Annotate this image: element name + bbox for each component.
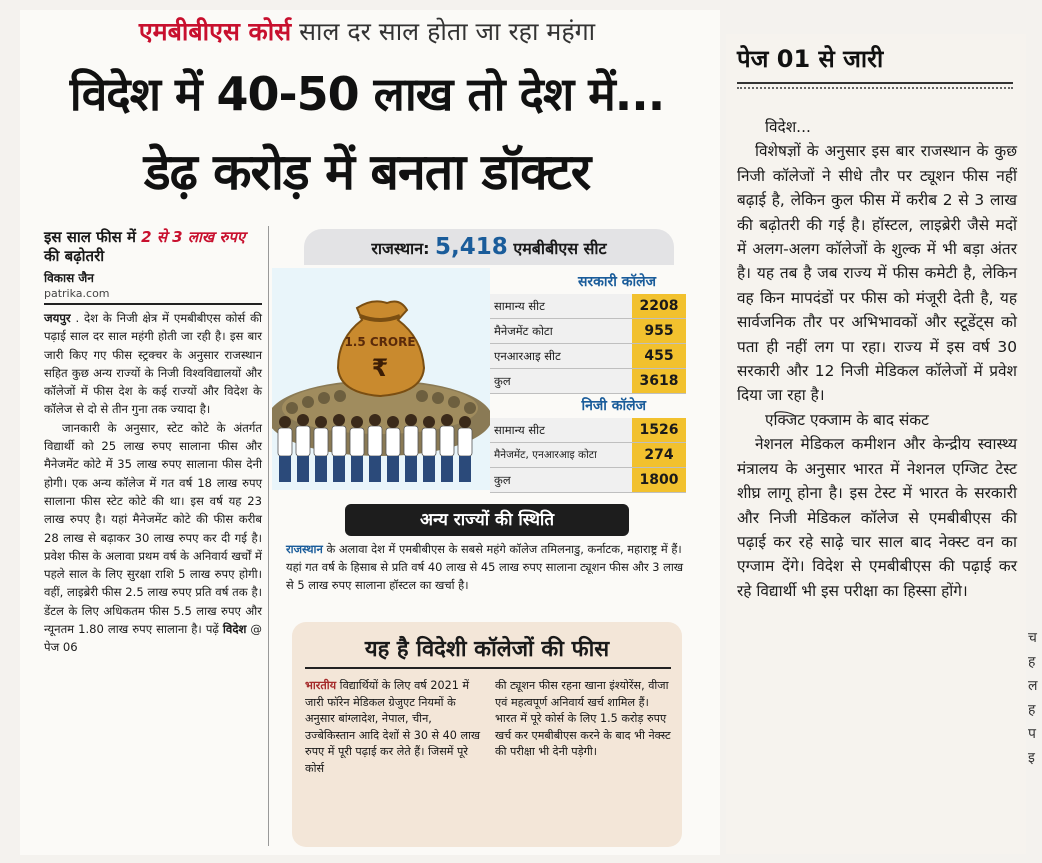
- crowd-of-students: [278, 414, 472, 482]
- row-label: कुल: [490, 468, 632, 492]
- continued-dotted-rule: [737, 87, 1013, 89]
- foreign-col-2: की ट्यूशन फीस रहना खाना इंश्योरेंस, वीजा एवं महत्वपूर्ण अनिवार्य खर्च शामिल हैं। भारत में पूरे कोर्स के लिए 1.5 करोड़ रुपए खर्च कर एमबीबीएस करने के बाद भी नेक्स्ट की परीक्षा भी देनी पड़ेगी।: [495, 679, 671, 758]
- govt-college-heading: सरकारी कॉलेज: [577, 274, 656, 290]
- other-states-banner: अन्य राज्यों की स्थिति: [345, 504, 629, 536]
- table-row: [490, 369, 686, 394]
- continued-heading: पेज 01 से जारी: [737, 45, 884, 73]
- continued-subhead: एक्जिट एक्जाम के बाद संकट: [765, 410, 929, 429]
- illustration-svg: [272, 268, 490, 490]
- table-row: [490, 319, 686, 344]
- edge-glyph: इ: [1028, 750, 1035, 766]
- table-row: [490, 468, 686, 493]
- row-label: एनआरआइ सीट: [490, 344, 632, 368]
- article-body: [44, 309, 262, 657]
- adjacent-column-fragment: [1028, 626, 1042, 770]
- paragraph-text: जानकारी के अनुसार, स्टेट कोटे के अंतर्गत विद्यार्थी को 25 लाख रुपए सालाना फीस और मैनेजमेंट कोटे में 35 लाख रुपए सालाना फीस देनी होगी। एक अन्य कॉलेज में गत वर्ष 18 लाख रुपए सालाना फीस स्टेट कोटे की था। इस वर्ष यह 23 लाख रुपए है। यहां मैनेजमेंट कोटे की फीस करीब 28 लाख से बढ़ाकर 30 लाख रुपए कर दी गई है। प्रवेश फीस के अलावा प्रथम वर्ष के अनिवार्य खर्चों में पहले साल के लिए सुरक्षा राशि 5 लाख रुपए होगी। वहीं, लाइब्रेरी फीस 2.5 लाख रुपए प्रति वर्ष तक है। डेंटल के लिए अधिकतम फीस 5.5 लाख रुपए और न्यूनतम 1.80 लाख रुपए सालाना है।: [44, 420, 262, 637]
- infographic-title-number: 5,418: [435, 234, 508, 260]
- foreign-fees-title: यह है विदेशी कॉलेजों की फीस: [364, 637, 610, 662]
- kicker: [22, 14, 712, 48]
- edge-glyph: प: [1028, 726, 1036, 742]
- infographic-title-prefix: राजस्थान:: [371, 239, 436, 258]
- table-row: [490, 418, 686, 443]
- subhead-highlight: 2 से 3 लाख रुपए: [141, 228, 246, 246]
- continued-lead: विदेश...: [765, 118, 811, 136]
- infographic-title-suffix: एमबीबीएस सीट: [507, 239, 607, 258]
- paragraph: [44, 419, 262, 657]
- continuation-keyword: विदेश: [222, 622, 247, 637]
- row-label: सामान्य सीट: [490, 294, 632, 318]
- money-bag-illustration: [272, 268, 490, 490]
- state-name: राजस्थान: [286, 542, 323, 556]
- subhead-part: की बढ़ोतरी: [44, 247, 105, 265]
- edge-glyph: च: [1028, 630, 1037, 646]
- seat-table: [490, 270, 686, 493]
- row-label: सामान्य सीट: [490, 418, 632, 442]
- table-row: [490, 294, 686, 319]
- row-value: 955: [632, 319, 686, 343]
- source-link: patrika.com: [44, 287, 110, 300]
- row-value: 274: [632, 443, 686, 467]
- dateline: जयपुर: [44, 311, 71, 325]
- bag-symbol: ₹: [371, 354, 389, 382]
- byline: विकास जैन: [44, 271, 94, 285]
- kicker-text: साल दर साल होता जा रहा महंगा: [291, 17, 596, 46]
- divider: [44, 303, 262, 305]
- headline-line-1: विदेश में 40-50 लाख तो देश में...: [69, 67, 665, 121]
- table-row: [490, 344, 686, 369]
- row-label: मैनेजमेंट कोटा: [490, 319, 632, 343]
- edge-glyph: ह: [1028, 654, 1036, 670]
- column-divider: [268, 226, 269, 846]
- foreign-fees-divider: [305, 667, 671, 669]
- kicker-highlight: एमबीबीएस कोर्स: [138, 17, 292, 46]
- row-value: 3618: [632, 369, 686, 393]
- continuation-prefix: पढ़ें: [205, 622, 223, 637]
- subheadline: [44, 228, 262, 266]
- row-value: 1800: [632, 468, 686, 492]
- foreign-lead: भारतीय: [305, 679, 337, 692]
- bag-label: 1.5 CRORE: [344, 335, 416, 349]
- row-value: 1526: [632, 418, 686, 442]
- headline-line-2: डेढ़ करोड़ में बनता डॉक्टर: [143, 143, 591, 201]
- edge-glyph: ल: [1028, 678, 1038, 694]
- paragraph: नेशनल मेडिकल कमीशन और केन्द्रीय स्वास्थ्य मंत्रालय के अनुसार भारत में नेशनल एग्जिट टेस्ट शीघ्र लागू होना है। इस टेस्ट में भारत के सरकारी और निजी मेडिकल कॉलेज से एमबीबीएस की पढ़ाई कर रहे साढ़े चार साल बाद नेक्स्ट वन का एग्जाम देंगे। विदेश से एमबीबीएस की पढ़ाई कर रहे विद्यार्थी भी इस परीक्षा का हिस्सा होंगे।: [737, 435, 1017, 600]
- continued-rule: [737, 82, 1013, 84]
- edge-glyph: ह: [1028, 702, 1036, 718]
- continued-body: [737, 115, 1017, 603]
- row-value: 455: [632, 344, 686, 368]
- paragraph: विशेषज्ञों के अनुसार इस बार राजस्थान के कुछ निजी कॉलेजों ने सीधे तौर पर ट्यूशन फीस नहीं बढ़ाई है, लेकिन कुल फीस में करीब 2 से 3 लाख की बढ़ोतरी की गई है। हॉस्टल, लाइब्रेरी जैसे मदों में अलग-अलग कॉलेजों के शुल्क में भी बड़ा अंतर है। यह तब है जब राज्य में फीस कमेटी है, लेकिन वह किन मापदंडों पर फीस को मंजूरी देती है, यह सार्वजनिक तौर पर अभिभावकों और स्टूडेंट्स को पता ही नहीं लग पा रहा। राज्य में इस वर्ष 30 सरकारी और 12 निजी मेडिकल कॉलेजों में प्रवेश दिया जा रहा है।: [737, 142, 1017, 405]
- foreign-col-1: [305, 678, 483, 777]
- private-college-heading: निजी कॉलेज: [581, 398, 646, 414]
- state-text-body: के अलावा देश में एमबीबीएस के सबसे महंगे कॉलेज तमिलनाडु, कर्नाटक, महाराष्ट्र में हैं। यहां गत वर्ष के हिसाब से प्रति वर्ष 40 लाख से 45 लाख रुपए सालाना ट्यूशन फीस और 3 लाख से 5 लाख रुपए सालाना हॉस्टल का खर्चा है।: [286, 542, 684, 592]
- other-states-text: [286, 540, 686, 594]
- foreign-col-1-text: विद्यार्थियों के लिए वर्ष 2021 में जारी फॉरेन मेडिकल ग्रेजुएट नियमों के अनुसार बांग्लादेश, नेपाल, चीन, उज्बेकिस्तान आदि देशों से 30 से 40 लाख रुपए में पूरी पढ़ाई कर लेते हैं। जिसमें पूरे कोर्स: [305, 679, 481, 775]
- row-label: कुल: [490, 369, 632, 393]
- infographic-title: [304, 229, 674, 265]
- row-label: मैनेजमेंट, एनआरआइ कोटा: [490, 443, 632, 467]
- continuation-page: @ पेज 06: [44, 622, 262, 655]
- row-value: 2208: [632, 294, 686, 318]
- left-column: [44, 228, 262, 657]
- paragraph-text: . देश के निजी क्षेत्र में एमबीबीएस कोर्स की पढ़ाई साल दर साल महंगी होती जा रही है। इस बार जारी किए गए फीस स्ट्रक्चर के अनुसार राजस्थान सहित कुछ अन्य राज्यों के निजी विश्वविद्यालयों और कॉलेजों में फीस देश के कई राज्यों और विदेश के कॉलेज से दो से तीन गुना तक ज्यादा है।: [44, 311, 262, 417]
- subhead-part: इस साल फीस में: [44, 228, 142, 246]
- paragraph: [44, 309, 262, 419]
- table-row: [490, 443, 686, 468]
